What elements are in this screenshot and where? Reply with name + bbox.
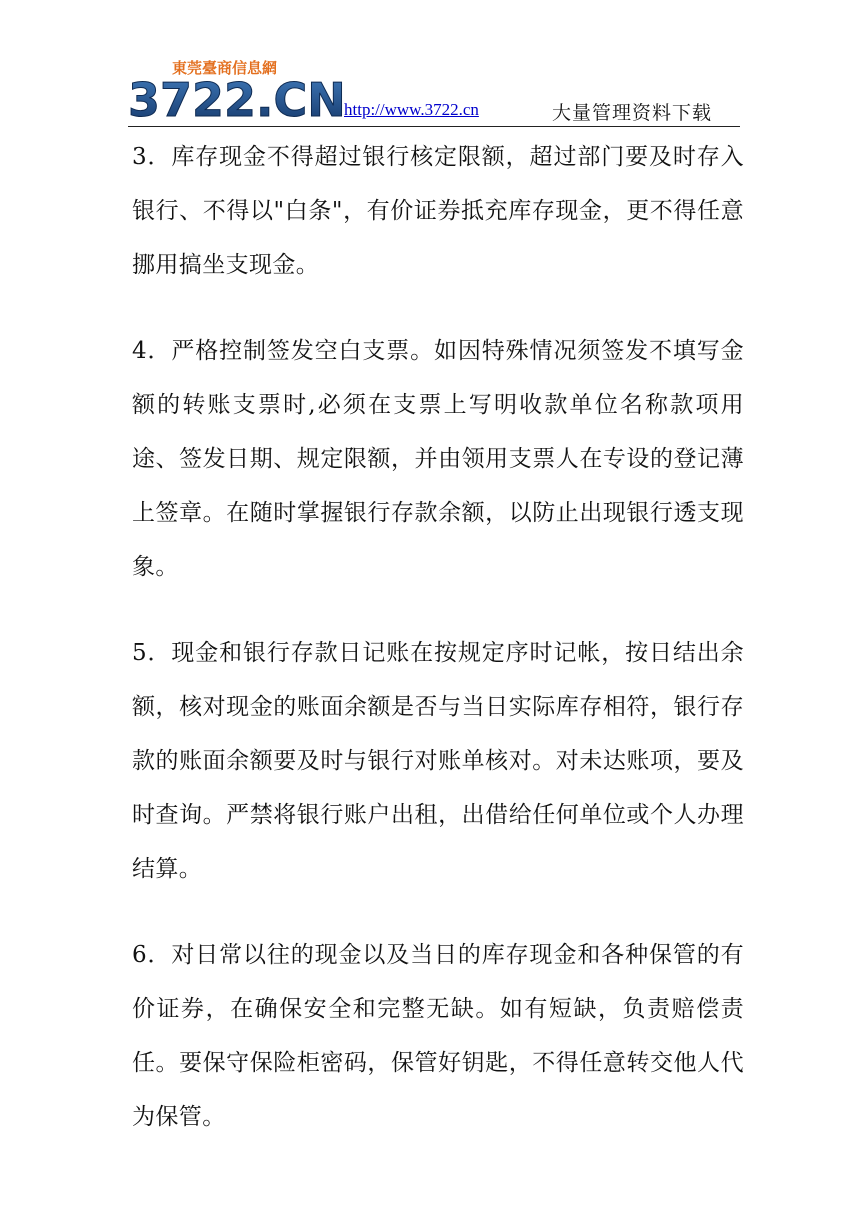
page-header: [128, 52, 740, 127]
document-body: [132, 130, 744, 1176]
paragraph-3: 3．库存现金不得超过银行核定限额，超过部门要及时存入银行、不得以"白条"，有价证券抵充库存现金，更不得任意挪用搞坐支现金。: [132, 144, 744, 278]
paragraph-6: 6．对日常以往的现金以及当日的库存现金和各种保管的有价证券，在确保安全和完整无缺。如有短缺，负责赔偿责任。要保守保险柜密码，保管好钥匙，不得任意转交他人代为保管。: [132, 942, 744, 1130]
logo-subtitle: 東莞臺商信息網: [172, 59, 278, 77]
paragraph-5: 5．现金和银行存款日记账在按规定序时记帐，按日结出余额，核对现金的账面余额是否与当日实际库存相符，银行存款的账面余额要及时与银行对账单核对。对未达账项，要及时查询。严禁将银行账户出租，出借给任何单位或个人办理结算。: [132, 640, 744, 882]
logo-wordmark: 3722.CN: [128, 73, 346, 127]
site-logo: [128, 52, 346, 127]
paragraph-4: 4．严格控制签发空白支票。如因特殊情况须签发不填写金额的转账支票时,必须在支票上写明收款单位名称款项用途、签发日期、规定限额，并由领用支票人在专设的登记薄上签章。在随时掌握银行存款余额，以防止出现银行透支现象。: [132, 338, 744, 580]
header-tagline: 大量管理资料下载: [552, 102, 713, 124]
site-url-link[interactable]: http://www.3722.cn: [344, 100, 479, 119]
logo-graphic: [128, 52, 346, 127]
